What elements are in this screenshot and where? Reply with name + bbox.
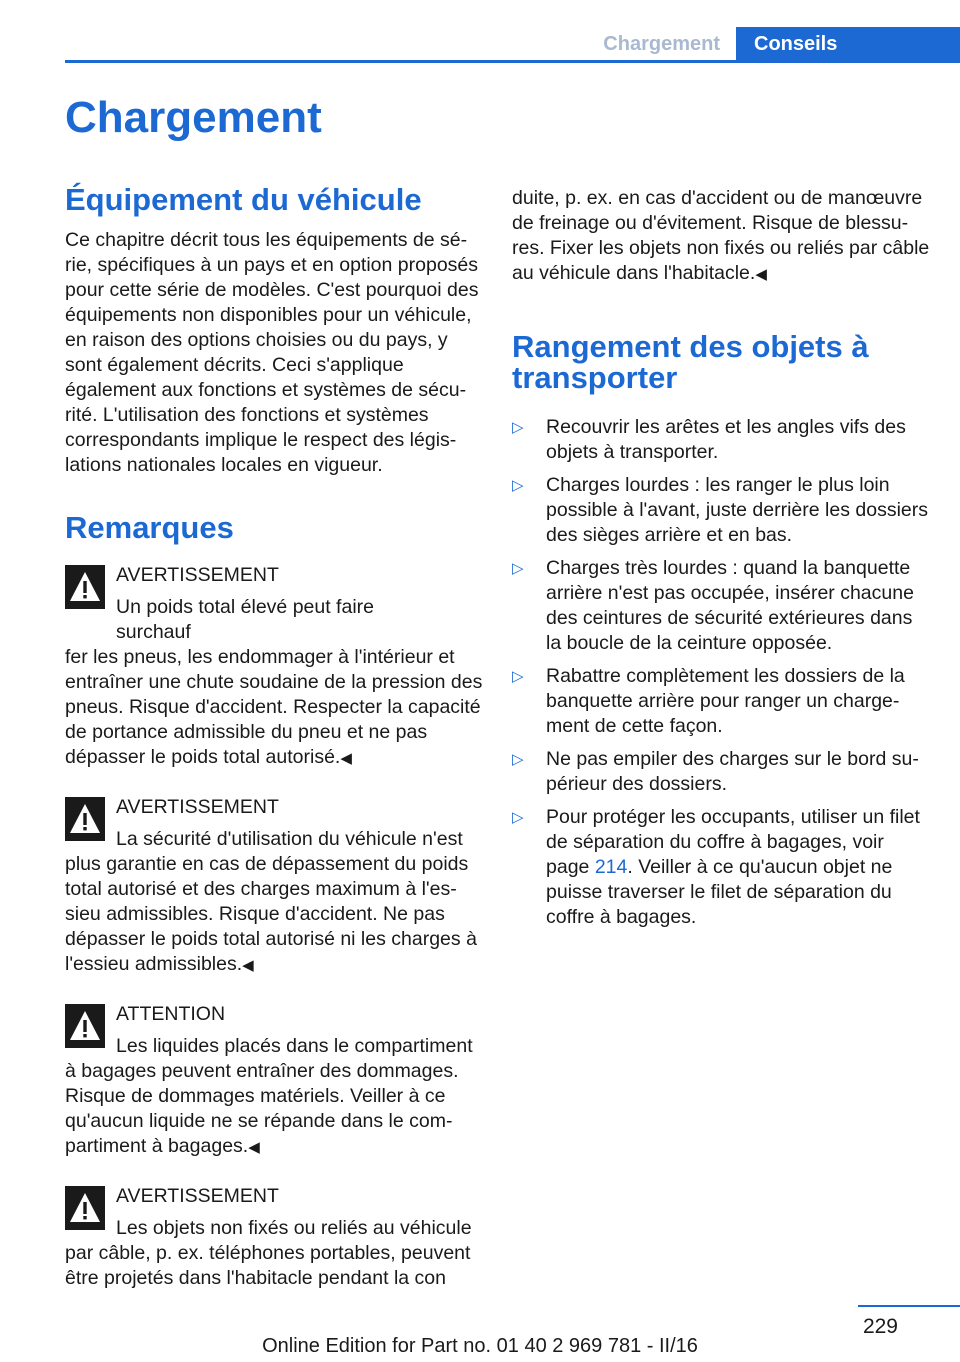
section-heading-remarques: Remarques bbox=[65, 510, 234, 545]
warning-text-rest: par câble, p. ex. téléphones portables, peuvent être projetés dans l'habitacle pendant la con bbox=[65, 1242, 471, 1289]
right-column bbox=[512, 186, 932, 938]
tab-conseils[interactable]: Conseils bbox=[736, 27, 960, 61]
triangle-bullet-icon: ▷ bbox=[512, 751, 524, 768]
left-column bbox=[65, 184, 483, 1292]
header-tabs bbox=[585, 27, 960, 61]
header-rule bbox=[65, 60, 960, 63]
warning-text-first-line: Les liquides placés dans le compartiment bbox=[116, 1035, 473, 1057]
list-item bbox=[512, 556, 932, 656]
triangle-bullet-icon: ▷ bbox=[512, 668, 524, 685]
end-mark-icon: ◀ bbox=[755, 266, 767, 283]
warning-text bbox=[65, 852, 483, 978]
triangle-bullet-icon: ▷ bbox=[512, 809, 524, 826]
warning-continuation-text: duite, p. ex. en cas d'accident ou de manœuvre de freinage ou d'évitement. Risque de blessures. Fixer les objets non fixés ou reliés par câble au véhicule dans l'habitacle. bbox=[512, 187, 930, 284]
warning-text-first-line: La sécurité d'utilisation du véhicule n'est bbox=[116, 828, 463, 850]
list-item bbox=[512, 415, 932, 465]
section-heading-rangement: Rangement des objets à transporter bbox=[512, 329, 869, 395]
list-item-text: Charges lourdes : les ranger le plus loin possible à l'avant, juste derrière les dossiers des sièges arrière et en bas. bbox=[546, 474, 928, 546]
page-number: 229 bbox=[862, 1315, 898, 1338]
footer-edition: Online Edition for Part no. 01 40 2 969 781 - II/16 bbox=[262, 1335, 698, 1357]
list-item-text: Charges très lourdes : quand la banquette arrière n'est pas occupée, insérer chacune des ceintures de sécurité extérieures dans la boucle de la ceinture opposée. bbox=[546, 557, 914, 654]
warning-block bbox=[65, 1184, 483, 1292]
warning-label: AVERTISSEMENT bbox=[116, 564, 279, 586]
warning-text bbox=[65, 645, 483, 771]
end-mark-icon: ◀ bbox=[242, 957, 254, 974]
warning-continuation bbox=[512, 186, 932, 287]
list-item-text: Recouvrir les arêtes et les angles vifs des objets à transporter. bbox=[546, 416, 906, 463]
warning-triangle-icon bbox=[65, 1004, 105, 1048]
list-item bbox=[512, 805, 932, 930]
warning-block bbox=[65, 563, 483, 771]
warning-text-rest: fer les pneus, les endommager à l'intérieur et entraîner une chute soudaine de la pression des pneus. Risque d'accident. Respecter la capacité de portance admissible du pneu et ne pas dépasser le poids total autorisé. bbox=[65, 646, 483, 768]
triangle-bullet-icon: ▷ bbox=[512, 419, 524, 436]
warning-text bbox=[65, 1241, 483, 1292]
footer-rule bbox=[858, 1305, 960, 1307]
list-item bbox=[512, 664, 932, 739]
attention-block bbox=[65, 1002, 483, 1160]
warning-text-rest: plus garantie en cas de dépassement du poids total autorisé et des charges maximum à l'essieu admissibles. Risque d'accident. Ne pas dépasser le poids total autorisé ni les charges à l'essieu admissibles. bbox=[65, 853, 477, 975]
warning-label: AVERTISSEMENT bbox=[116, 796, 279, 818]
warning-triangle-icon bbox=[65, 1186, 105, 1230]
list-item-text: Ne pas empiler des charges sur le bord supérieur des dossiers. bbox=[546, 748, 919, 795]
list-item-text-before: Pour protéger les occupants, utiliser un filet de séparation du coffre à bagages, voir page bbox=[546, 806, 920, 878]
triangle-bullet-icon: ▷ bbox=[512, 560, 524, 577]
warning-block bbox=[65, 795, 483, 978]
warning-label: AVERTISSEMENT bbox=[116, 1185, 279, 1207]
section-heading-equipement: Équipement du véhicule bbox=[65, 182, 422, 217]
page-title: Chargement bbox=[65, 93, 322, 142]
triangle-bullet-icon: ▷ bbox=[512, 477, 524, 494]
bullet-list bbox=[512, 415, 932, 930]
warning-text-first-line: Les objets non fixés ou reliés au véhicule bbox=[116, 1217, 472, 1239]
list-item-text: Rabattre complètement les dossiers de la banquette arrière pour ranger un chargement de cette façon. bbox=[546, 665, 905, 737]
list-item-text bbox=[546, 805, 932, 930]
warning-triangle-icon bbox=[65, 565, 105, 609]
warning-text-rest: à bagages peuvent entraîner des dommages. Risque de dommages matériels. Veiller à ce qu'aucun liquide ne se répande dans le compartiment à bagages. bbox=[65, 1060, 459, 1157]
list-item bbox=[512, 473, 932, 548]
tab-chargement[interactable]: Chargement bbox=[585, 27, 736, 61]
warning-label: ATTENTION bbox=[116, 1003, 226, 1025]
section-body-equipement: Ce chapitre décrit tous les équipements de série, spécifiques à un pays et en option proposés pour cette série de modèles. C'est pourquoi des équipements non disponibles pour un véhicule, en raison des options choisies ou du pays, y sont également décrits. Ceci s'applique également aux fonctions et systèmes de sécurité. L'utilisation des fonctions et systèmes correspondants implique le respect des législations nationales locales en vigueur. bbox=[65, 229, 479, 476]
warning-text-first-line: Un poids total élevé peut faire surchauf bbox=[116, 596, 374, 643]
end-mark-icon: ◀ bbox=[340, 750, 352, 767]
list-item-text-after: . Veiller à ce qu'aucun objet ne puisse traverser le filet de séparation du coffre à bagages. bbox=[546, 856, 893, 928]
list-item bbox=[512, 747, 932, 797]
warning-text bbox=[65, 1059, 483, 1160]
end-mark-icon: ◀ bbox=[248, 1139, 260, 1156]
page-reference-link[interactable]: 214 bbox=[594, 856, 628, 878]
warning-triangle-icon bbox=[65, 797, 105, 841]
